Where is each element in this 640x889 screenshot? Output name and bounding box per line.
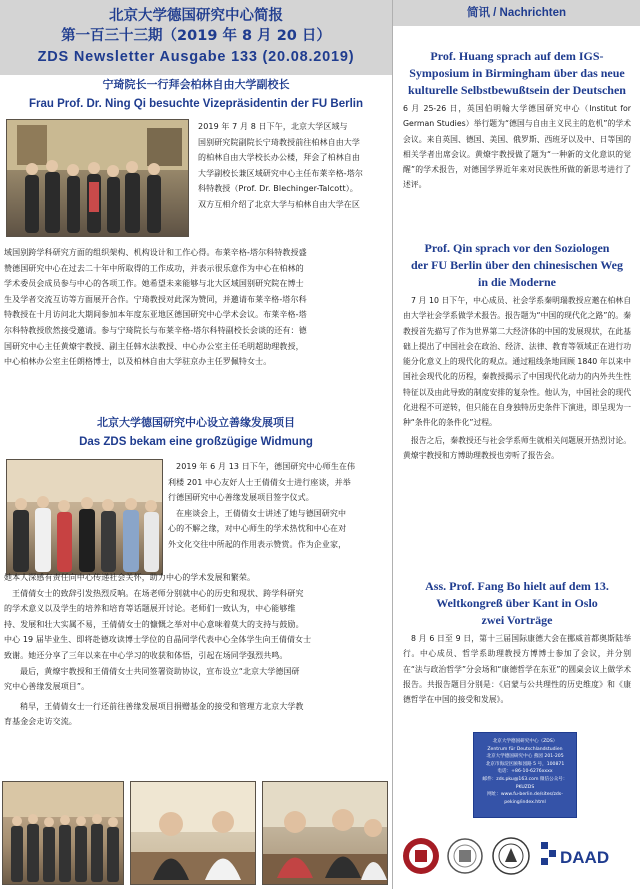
news3-title — [393, 578, 640, 629]
sidebar-header: 简讯 / Nachrichten — [393, 0, 640, 26]
text-line: 持、发展和壮大实属不易，王倩倩女士的慷慨之举对中心意味着莫大的支持与鼓励。 — [4, 619, 304, 629]
text-line: 稍早，王倩倩女士一行还前往善缘发展项目捐赠基金的接受和管理方北京大学教 — [20, 701, 304, 711]
contact-line: Zentrum für Deutschlandstudien — [487, 746, 563, 752]
main-column — [0, 75, 392, 889]
article1-text-full — [4, 245, 388, 370]
text-line: 利楼 201 中心友好人士王倩倩女士进行座谈，并举 — [168, 477, 351, 487]
text-line: 行德国研究中心善缘发展项目签字仪式。 — [168, 493, 314, 503]
newsletter-title-zh: 北京大学德国研究中心简报 — [109, 8, 283, 24]
article1-title-zh: 宁琦院长一行拜会柏林自由大学副校长 — [102, 78, 290, 91]
title-line: der FU Berlin über den chinesischen Weg — [410, 258, 623, 272]
text-line: 2019 年 7 月 8 日下午，北京大学区域与 — [198, 122, 348, 131]
title-line: Prof. Huang sprach auf dem IGS- — [430, 49, 604, 63]
news-item-huang — [393, 48, 640, 193]
text-line: 究中心善缘发展项目”。 — [4, 682, 90, 692]
news3-body: 8 月 6 日至 9 日，第十三届国际康德大会在挪威首都奥斯陆举行。中心成员、哲学系助理教授方博博士参加了会议，并分别在“法与政治哲学”分会场和“康德哲学在东亚”的圆桌会议上做学术报告。共报告题目分别是：《启蒙与公共理性的历史维度》和《康德哲学在中国的接受和发展》。 — [403, 634, 631, 705]
partner-logos — [393, 826, 640, 886]
text-line: 国别研究院副院长宁琦教授前往柏林自由大学 — [198, 137, 360, 147]
title-line: Prof. Qin sprach vor den Soziologen — [424, 241, 610, 255]
news2-body-2: 报告之后，秦教授还与社会学系师生就相关问题展开热烈讨论。黄燎宇教授和方博助理教授也旁听了报告会。 — [403, 435, 631, 460]
text-line: 的学术意义以及学生的培养和培育等话题展开讨论。老师们一致认为，中心能够维 — [4, 604, 296, 614]
text-line: 生及学者交流互访等方面展开合作。宁琦教授对此深为赞同，并邀请布莱辛格-塔尔科 — [4, 294, 307, 304]
news2-body: 7 月 10 日下午，中心成员、社会学系秦明瑞教授应邀在柏林自由大学社会学系做学术报告。报告题为“中国的现代化之路”的。秦教授首先描写了作为世界第二大经济体的中国的发展现状，在此基础上提出了中国社会在政治、经济、法律、教育等领域正在进行功能分化意义上的现代化的观点。通过粗线条地回顾 1840 年以来中国社会现代化的历程，秦教授揭示了中国现代化动力的内外共生性特征以及由此导致的制度安排的复杂性。他认为，中国社会的现代化进程不可逆转，但只能在自身独特历史条件下演进，即呈现为一种“条件化的条件化”过程。 — [403, 296, 631, 428]
zds-logo-icon — [448, 839, 482, 873]
article-ning-qi — [0, 77, 392, 113]
daad-logo-icon — [541, 842, 609, 867]
pku-logo-icon — [403, 838, 439, 874]
news-sidebar — [392, 0, 640, 889]
text-line: 国研究中心主任黄燎宇教授、副主任韩水法教授、中心办公室主任毛明超助理教授， — [4, 341, 304, 351]
article1-title-de: Frau Prof. Dr. Ning Qi besuchte Vizepräsidentin der FU Berlin — [29, 98, 363, 110]
text-line: 双方互相介绍了北京大学与柏林自由大学在区 — [198, 199, 360, 209]
text-line: 学术委员会成员参与中心的各项工作。她希望未来能够与北大区域国别研究院在博士 — [4, 279, 304, 289]
contact-info-box — [473, 732, 577, 818]
news1-body: 6 月 25-26 日，英国伯明翰大学德国研究中心（Institut for German Studies）举行题为“德国与自由主义民主的危机”的学术会议。来自英国、德国、美国、俄罗斯、西班牙以及中、日等国的相关学者出席会议。黄燎宇教授做了题为“一种新的文化意识的觉醒”的学术报告，对德国学界近年来对民族性所做的新思考进行了述评。 — [403, 104, 631, 190]
text-line: 最后，黄燎宇教授和王倩倩女士共同签署资助协议，宣布设立“北京大学德国研 — [20, 666, 300, 676]
title-line: Ass. Prof. Fang Bo hielt auf dem 13. — [425, 579, 609, 593]
newsletter-issue-zh: 第一百三十三期（2019 年 8 月 20 日） — [61, 28, 331, 44]
news-item-qin — [393, 240, 640, 463]
news2-title — [393, 240, 640, 291]
signing-photo-illustration — [263, 782, 388, 885]
contact-line: 电话：+86-10-6276xxxx — [497, 769, 553, 775]
title-line: Symposium in Birmingham über das neue — [409, 66, 625, 80]
contact-line: 北京大学德国研究中心（ZDS） — [492, 739, 558, 744]
title-line: kulturelle Selbstbewußtsein der Deutschen — [408, 83, 626, 97]
text-line: 特教授在十月访问北大期间参加本年度东亚地区德国研究中心学术会议。布莱辛格-塔 — [4, 310, 307, 320]
article2-title-de: Das ZDS bekam eine großzügige Widmung — [79, 436, 313, 448]
daad-logo-text: DAAD — [560, 848, 610, 867]
text-line: 外文化交往中所起的作用表示赞赏。作为企业家， — [168, 539, 347, 549]
group-photo-illustration — [7, 120, 189, 237]
article1-text-narrow — [198, 119, 388, 213]
text-line: 域国别跨学科研究方面的组织架构、机构设计和工作心得。布莱辛格-塔尔科特教授盛 — [4, 248, 307, 257]
contact-line: 网址：www.fu-berlin.de/sites/zds-peking/index.html — [487, 792, 563, 805]
bottom-photo-meeting — [130, 781, 256, 885]
title-line: in die Moderne — [478, 275, 556, 289]
title-line: Weltkongreß über Kant in Oslo — [436, 596, 598, 610]
news-item-fang — [393, 578, 640, 707]
contact-line: 北京大学德国研究中心 燕园 201-205 — [486, 754, 564, 760]
group-photo-illustration — [3, 782, 124, 885]
text-line: 2019 年 6 月 13 日下午，德国研究中心师生在伟 — [176, 462, 356, 471]
text-line: 科特教授（Prof. Dr. Blechinger-Talcott）。 — [198, 184, 358, 194]
text-line: 赞德国研究中心在过去二十年中所取得的工作成功，并表示很乐意作为中心在柏林的 — [4, 263, 304, 273]
fu-berlin-seal-icon — [493, 838, 529, 874]
bottom-photo-group — [2, 781, 124, 885]
group-photo-illustration — [7, 460, 163, 575]
article2-text-narrow — [168, 459, 390, 553]
text-line: 致谢。她还分享了三年以来在中心学习的收获和体悟，引起在场同学强烈共鸣。 — [4, 650, 288, 660]
title-line: zwei Vorträge — [481, 613, 553, 627]
text-line: 在座谈会上，王倩倩女士讲述了她与德国研究中 — [176, 508, 347, 518]
article1-photo — [6, 119, 189, 237]
newsletter-header — [0, 0, 392, 75]
meeting-photo-illustration — [131, 782, 256, 885]
logo-row — [393, 826, 640, 886]
text-line: 育基金会走访交流。 — [4, 717, 77, 727]
bottom-photo-signing — [262, 781, 388, 885]
contact-line: 邮件：zds.pku@163.com 微信公众号：PKUZDS — [482, 776, 568, 790]
text-line: 大学副校长兼区域研究中心主任布莱辛格-塔尔 — [198, 168, 363, 178]
text-line: 心的不解之缘，对中心师生的学术热忱和中心在对 — [168, 524, 347, 534]
article2-text-full — [4, 570, 388, 730]
text-line: 王倩倩女士的致辞引发热烈反响。在场老师分别就中心的历史和现状、跨学科研究 — [12, 588, 304, 598]
news1-title — [393, 48, 640, 99]
text-line: 中心 19 届毕业生、即将赴德攻读博士学位的自晶同学代表中心全体学生向王倩倩女士 — [4, 635, 312, 645]
text-line: 的柏林自由大学校长办公楼，拜会了柏林自由 — [198, 153, 360, 163]
text-line: 尔科特教授欣然接受邀请。参与宁琦院长与布莱辛格-塔尔科特副校长会谈的还有：德 — [4, 325, 307, 335]
text-line: 她本人深感有责任向中心传递社会关怀，助力中心的学术发展和繁荣。 — [4, 573, 256, 582]
newsletter-title-de: ZDS Newsletter Ausgabe 133 (20.08.2019) — [37, 49, 355, 65]
article-donation — [0, 415, 392, 451]
text-line: 中心柏林办公室主任朗格博士，以及柏林自由大学驻京办主任罗佩特女士。 — [4, 357, 272, 367]
article2-title-zh: 北京大学德国研究中心设立善缘发展项目 — [97, 416, 295, 429]
article2-photo — [6, 459, 163, 575]
contact-line: 北京市海淀区颐和园路 5 号，100871 — [485, 761, 565, 767]
